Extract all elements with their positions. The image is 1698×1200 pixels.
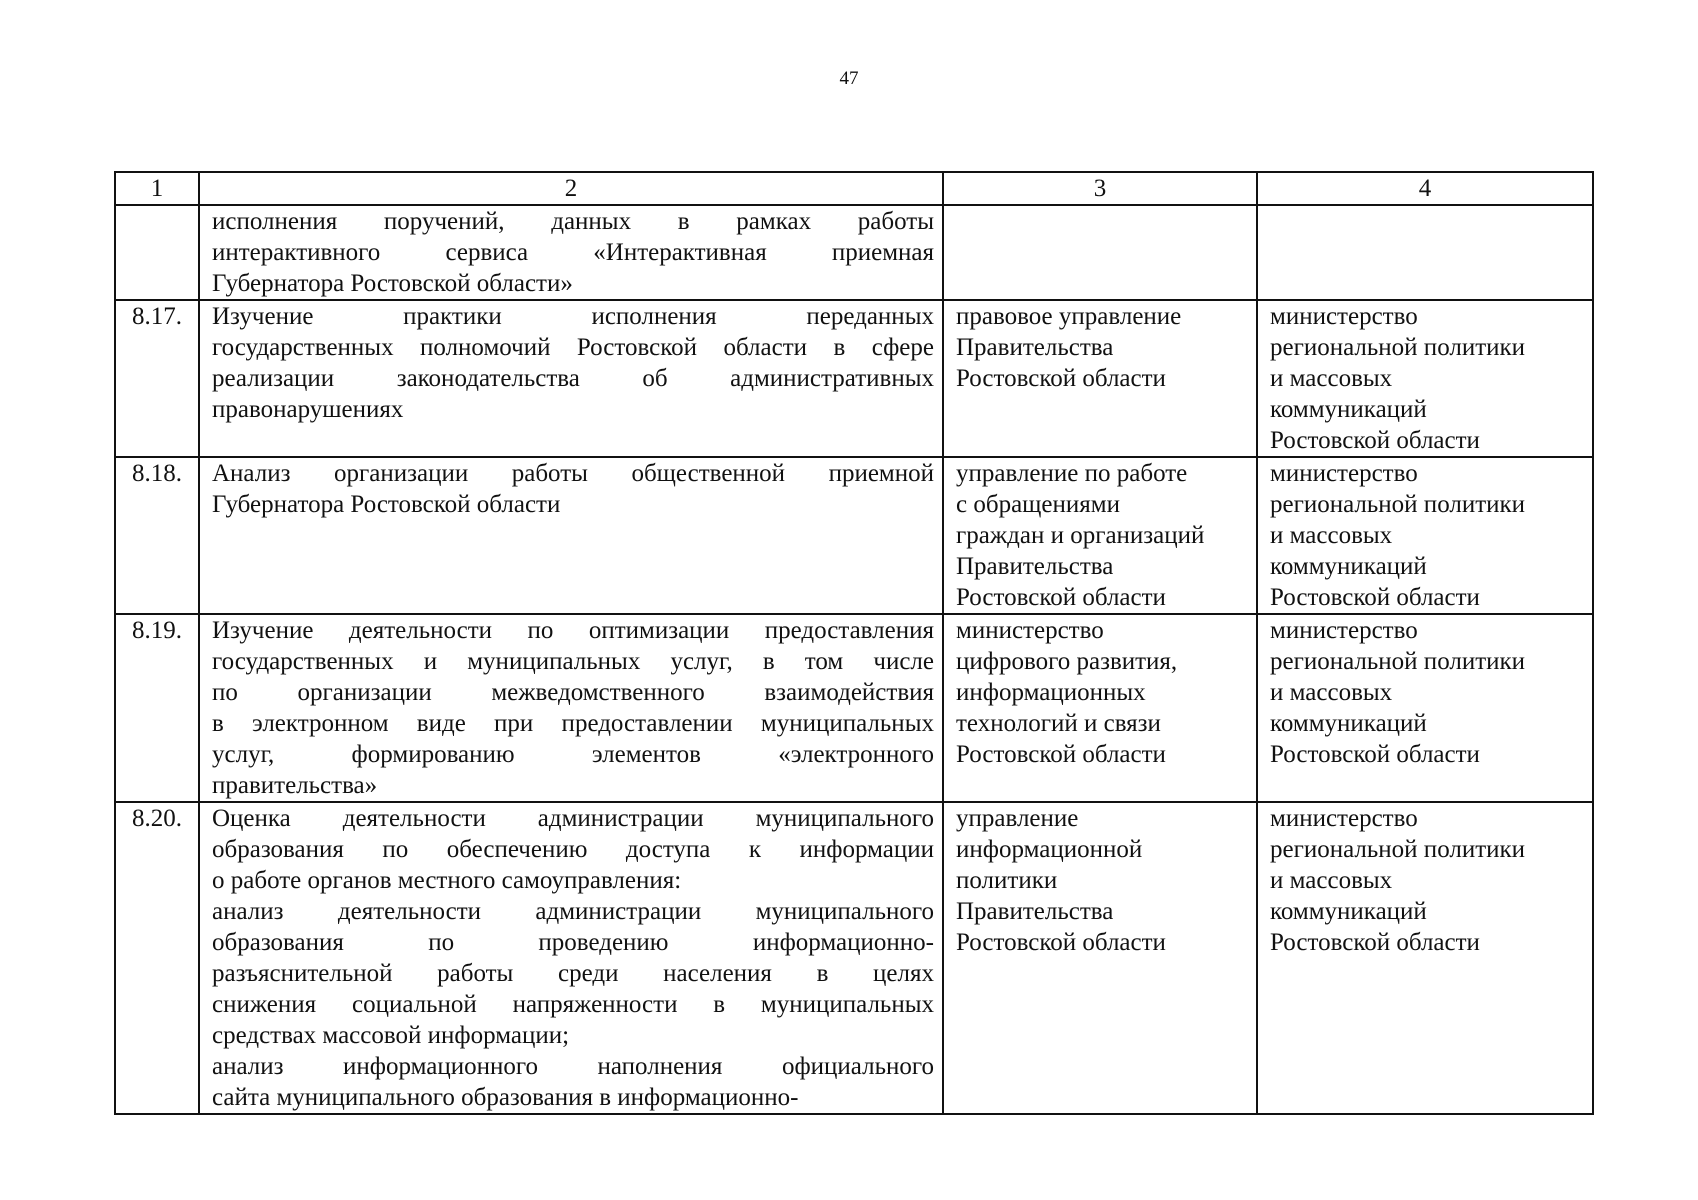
description-line: Изучение практики исполнения переданных: [212, 303, 934, 330]
coexecutor-line: Ростовской области: [1270, 427, 1480, 454]
table-row: [115, 205, 1593, 300]
description-line: исполнения поручений, данных в рамках работы: [212, 208, 934, 235]
executor-line: управление по работе: [956, 460, 1188, 487]
coexecutor-line: и массовых: [1270, 522, 1393, 549]
coexecutor-line: Ростовской области: [1270, 584, 1480, 611]
executor-line: Правительства: [956, 553, 1114, 580]
coexecutor-line: министерство: [1270, 303, 1418, 330]
coexecutor-line: министерство: [1270, 460, 1418, 487]
header-col-2: 2: [199, 172, 943, 205]
description-line: Анализ организации работы общественной приемной: [212, 460, 934, 487]
header-col-4: 4: [1257, 172, 1593, 205]
co-executor: [1257, 205, 1593, 300]
item-description: [199, 300, 943, 457]
coexecutor-line: и массовых: [1270, 365, 1393, 392]
description-line: государственных и муниципальных услуг, в том числе: [212, 648, 934, 675]
executor-line: Ростовской области: [956, 929, 1166, 956]
page-number: 47: [839, 68, 859, 89]
responsible-executor: [943, 614, 1257, 802]
executor-line: цифрового развития,: [956, 648, 1178, 675]
description-line: разъяснительной работы среди населения в целях: [212, 960, 934, 987]
executor-line: Правительства: [956, 898, 1114, 925]
description-line: услуг, формированию элементов «электронного: [212, 741, 934, 768]
coexecutor-line: и массовых: [1270, 679, 1393, 706]
executor-line: управление: [956, 805, 1079, 832]
table-row: [115, 457, 1593, 614]
coexecutor-line: региональной политики: [1270, 648, 1526, 675]
description-line: по организации межведомственного взаимодействия: [212, 679, 934, 706]
co-executor: [1257, 802, 1593, 1114]
executor-line: информационной: [956, 836, 1143, 863]
coexecutor-line: министерство: [1270, 805, 1418, 832]
executor-line: Правительства: [956, 334, 1114, 361]
description-line: Губернатора Ростовской области»: [212, 270, 573, 297]
responsible-executor: [943, 802, 1257, 1114]
coexecutor-line: региональной политики: [1270, 334, 1526, 361]
coexecutor-line: коммуникаций: [1270, 898, 1427, 925]
executor-line: с обращениями: [956, 491, 1120, 518]
description-line: Губернатора Ростовской области: [212, 491, 561, 518]
item-number: 8.20.: [115, 802, 199, 1114]
description-line: о работе органов местного самоуправления:: [212, 867, 682, 894]
item-number: [115, 205, 199, 300]
header-col-3: 3: [943, 172, 1257, 205]
executor-line: правовое управление: [956, 303, 1182, 330]
description-line: интерактивного сервиса «Интерактивная приемная: [212, 239, 934, 266]
description-line: Изучение деятельности по оптимизации предоставления: [212, 617, 934, 644]
description-line: правонарушениях: [212, 396, 404, 423]
coexecutor-line: Ростовской области: [1270, 929, 1480, 956]
executor-line: Ростовской области: [956, 584, 1166, 611]
description-line: реализации законодательства об административных: [212, 365, 934, 392]
description-line: образования по обеспечению доступа к информации: [212, 836, 934, 863]
coexecutor-line: министерство: [1270, 617, 1418, 644]
executor-line: политики: [956, 867, 1058, 894]
description-line: Оценка деятельности администрации муниципального: [212, 805, 934, 832]
executor-line: Ростовской области: [956, 741, 1166, 768]
plan-table: [114, 171, 1594, 1115]
description-line: образования по проведению информационно-: [212, 929, 934, 956]
coexecutor-line: региональной политики: [1270, 836, 1526, 863]
executor-line: Ростовской области: [956, 365, 1166, 392]
coexecutor-line: коммуникаций: [1270, 553, 1427, 580]
item-number: 8.18.: [115, 457, 199, 614]
header-col-1: 1: [115, 172, 199, 205]
description-line: в электронном виде при предоставлении муниципальных: [212, 710, 934, 737]
executor-line: технологий и связи: [956, 710, 1161, 737]
item-number: 8.19.: [115, 614, 199, 802]
table-row: [115, 802, 1593, 1114]
responsible-executor: [943, 300, 1257, 457]
coexecutor-line: и массовых: [1270, 867, 1393, 894]
description-line: средствах массовой информации;: [212, 1022, 570, 1049]
executor-line: информационных: [956, 679, 1146, 706]
co-executor: [1257, 457, 1593, 614]
table-row: [115, 614, 1593, 802]
description-line: снижения социальной напряженности в муниципальных: [212, 991, 934, 1018]
coexecutor-line: региональной политики: [1270, 491, 1526, 518]
coexecutor-line: коммуникаций: [1270, 710, 1427, 737]
description-line: правительства»: [212, 772, 378, 799]
item-description: [199, 614, 943, 802]
item-description: [199, 457, 943, 614]
coexecutor-line: Ростовской области: [1270, 741, 1480, 768]
table-row: [115, 300, 1593, 457]
table-header-row: [115, 172, 1593, 205]
co-executor: [1257, 300, 1593, 457]
item-number: 8.17.: [115, 300, 199, 457]
co-executor: [1257, 614, 1593, 802]
executor-line: граждан и организаций: [956, 522, 1205, 549]
description-line: анализ деятельности администрации муниципального: [212, 898, 934, 925]
coexecutor-line: коммуникаций: [1270, 396, 1427, 423]
item-description: [199, 802, 943, 1114]
responsible-executor: [943, 205, 1257, 300]
item-description: [199, 205, 943, 300]
description-line: сайта муниципального образования в информационно-: [212, 1084, 799, 1111]
responsible-executor: [943, 457, 1257, 614]
executor-line: министерство: [956, 617, 1104, 644]
description-line: государственных полномочий Ростовской области в сфере: [212, 334, 934, 361]
description-line: анализ информационного наполнения официального: [212, 1053, 934, 1080]
